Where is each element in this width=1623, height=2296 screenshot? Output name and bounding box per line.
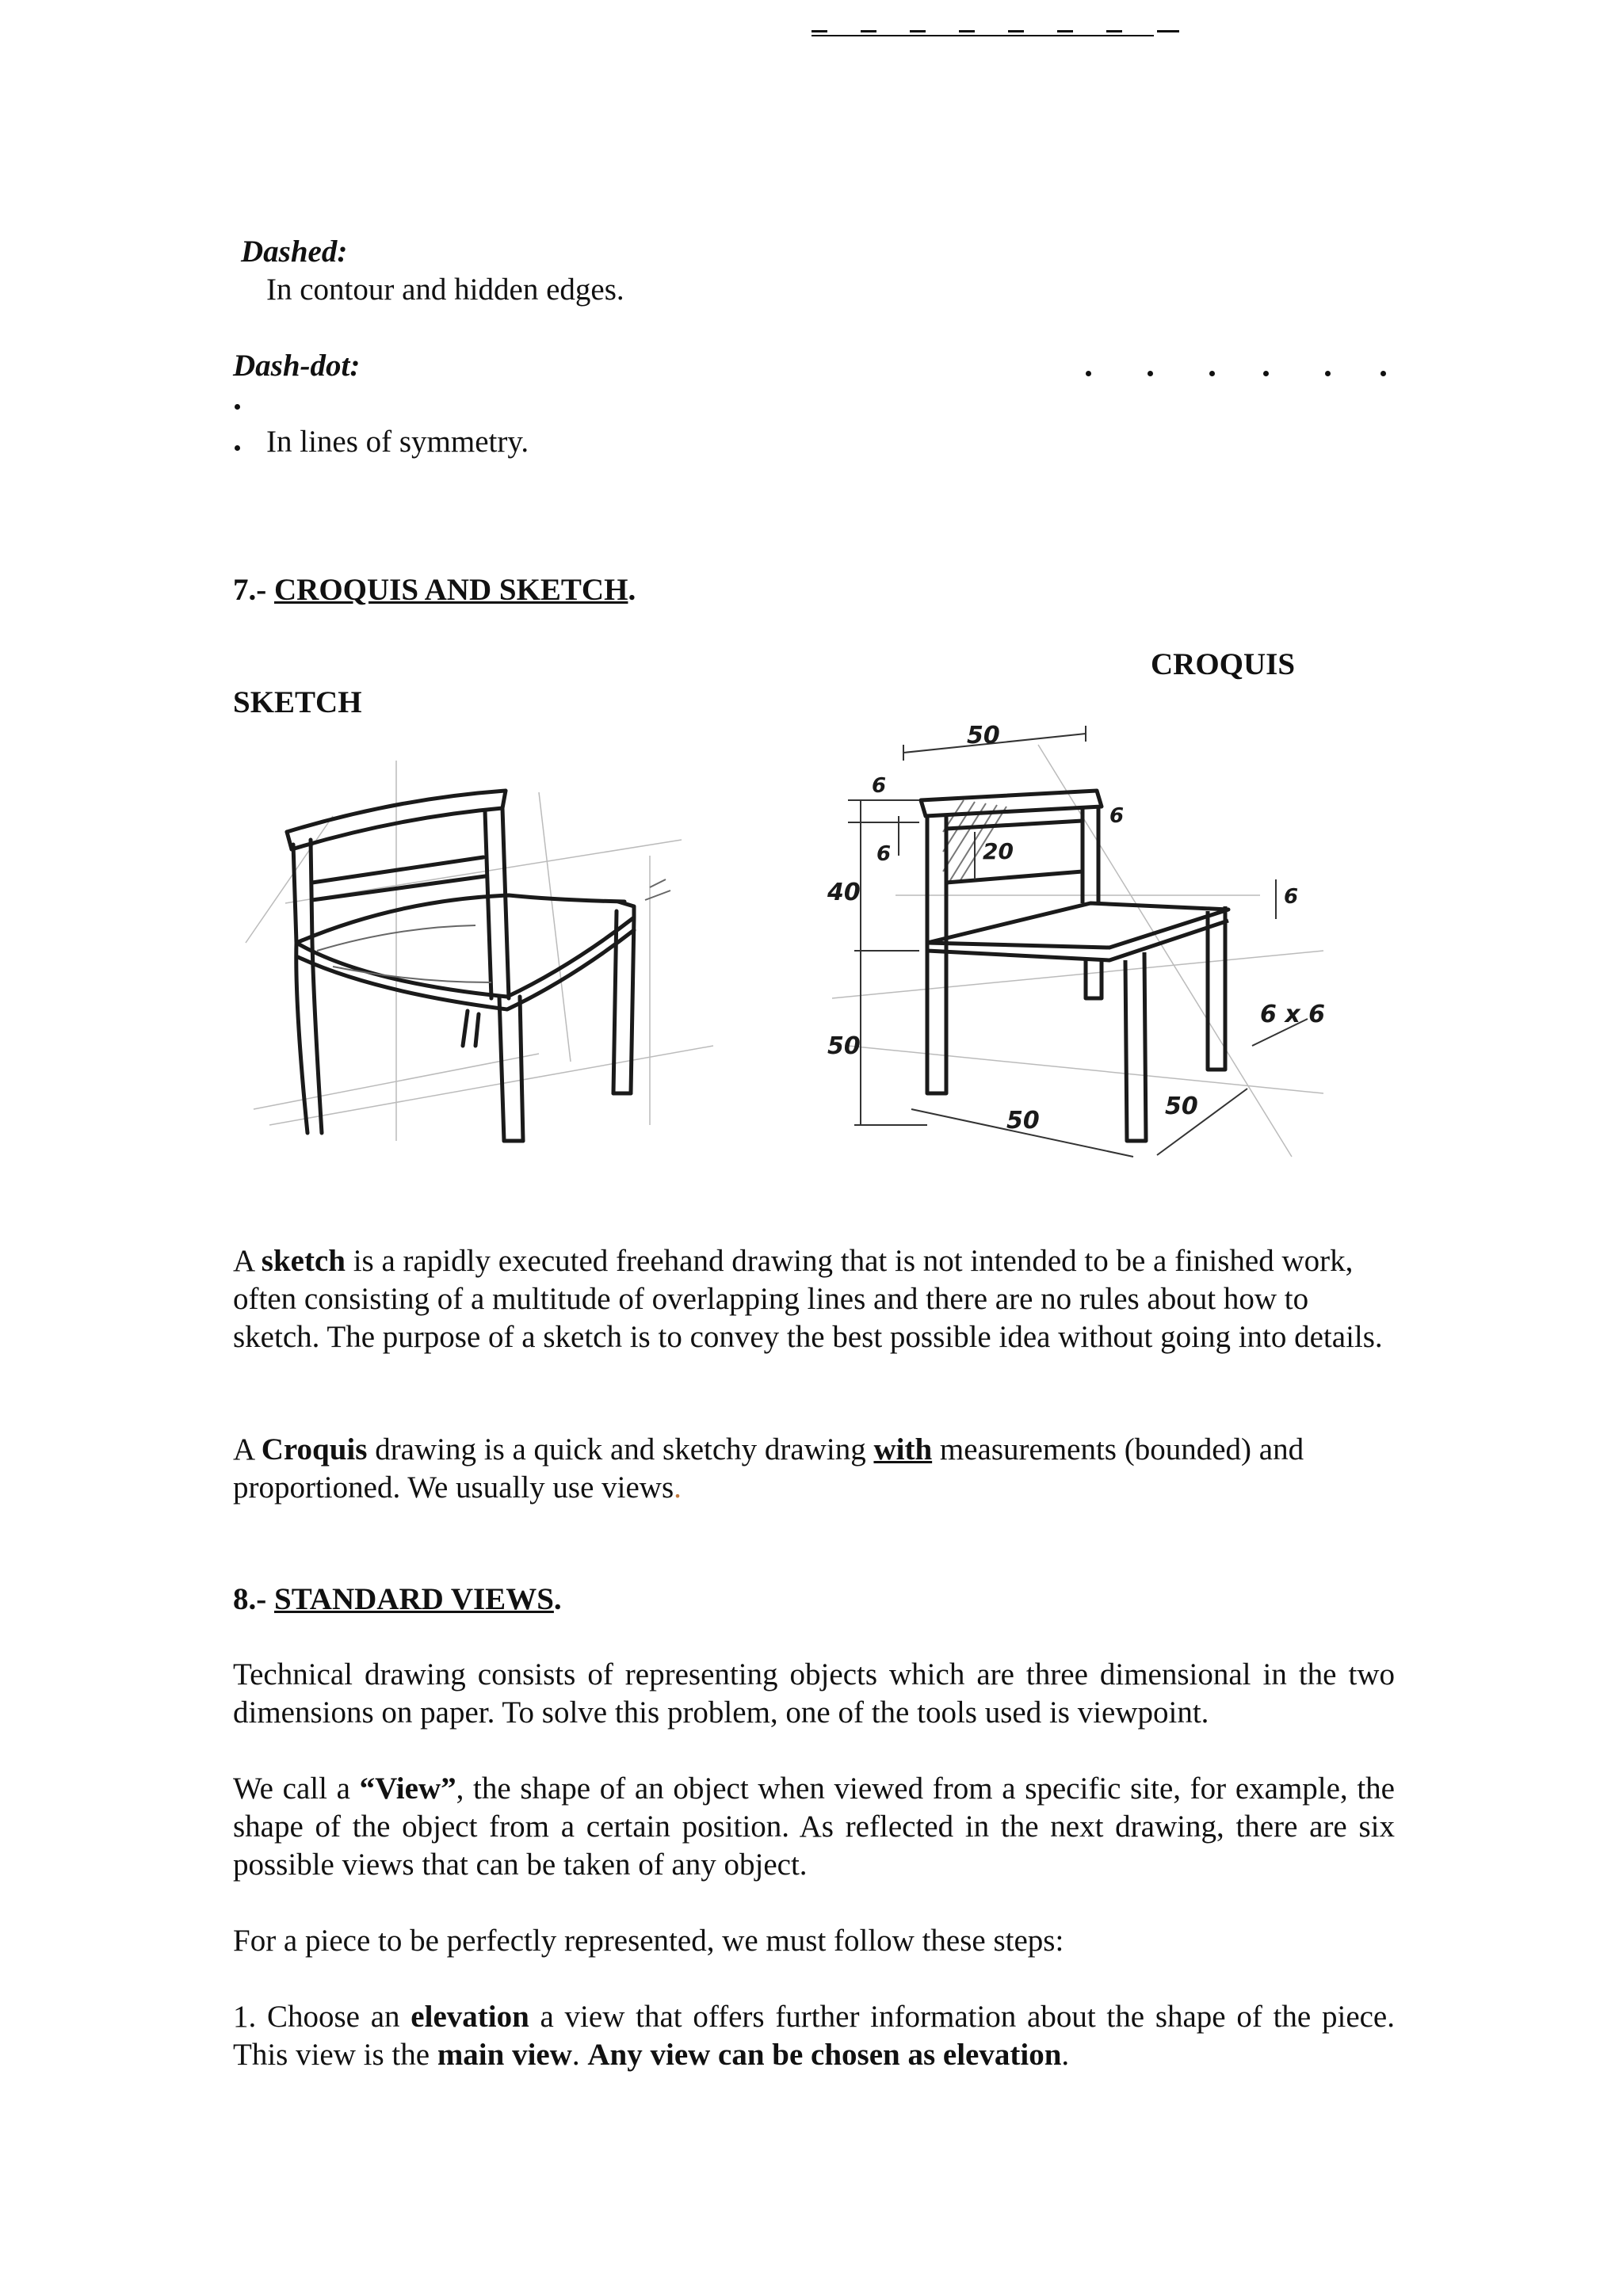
dim-top-rail-a: 6 bbox=[872, 774, 887, 798]
section-7-heading bbox=[233, 572, 636, 608]
dashdot-title: Dash-dot: bbox=[233, 349, 361, 383]
sketch-paragraph bbox=[233, 1242, 1395, 1356]
section-8-number: 8.- bbox=[233, 1582, 274, 1616]
croquis-paragraph bbox=[233, 1431, 1395, 1507]
step1-any-view: Any view can be chosen as elevation bbox=[587, 2038, 1062, 2072]
croquis-para-mid: drawing is a quick and sketchy drawing bbox=[367, 1432, 874, 1466]
step1-main-view: main view bbox=[437, 2038, 572, 2072]
dashed-title: Dashed: bbox=[241, 235, 348, 269]
croquis-para-pre: A bbox=[233, 1432, 262, 1466]
croquis-chair-drawing bbox=[816, 713, 1355, 1173]
dim-top-rail-b: 6 bbox=[1109, 804, 1125, 828]
step1-mid2: . bbox=[571, 2038, 588, 2072]
croquis-with-emphasis: with bbox=[873, 1432, 933, 1466]
dim-rail-gap: 6 bbox=[876, 842, 892, 866]
step1-end: . bbox=[1061, 2038, 1070, 2072]
croquis-label: CROQUIS bbox=[1151, 647, 1296, 681]
sketch-term: sketch bbox=[261, 1244, 346, 1278]
dim-back-height: 20 bbox=[983, 838, 1014, 864]
sketch-para-text: is a rapidly executed freehand drawing that is not intended to be a finished work, often consisting of a multitude of overlapping lines and there are no rules about how to sketch. The purpose of a sketch is to convey the best possible idea without going into details. bbox=[233, 1244, 1383, 1354]
section-8-title-end: . bbox=[553, 1582, 562, 1616]
sketch-para-pre: A bbox=[233, 1244, 262, 1278]
croquis-para-end: . bbox=[674, 1470, 682, 1505]
dim-seat-thickness: 6 bbox=[1284, 885, 1299, 909]
section-7-title-end: . bbox=[628, 573, 636, 607]
standard-views-paragraph-2 bbox=[233, 1770, 1395, 1884]
dashed-description: In contour and hidden edges. bbox=[266, 273, 624, 307]
dim-leg-height: 50 bbox=[827, 1032, 861, 1060]
croquis-term: Croquis bbox=[261, 1432, 368, 1466]
step1-mid1: a view that offers further information about the shape of the piece. This view is the bbox=[233, 2000, 1395, 2072]
section-7-title: CROQUIS AND SKETCH bbox=[274, 573, 628, 607]
view-term: “View” bbox=[359, 1772, 456, 1806]
standard-views-step-1 bbox=[233, 1998, 1395, 2074]
section-7-number: 7.- bbox=[233, 573, 274, 607]
view-para-post: , the shape of an object when viewed from a specific site, for example, the shape of the object from a certain position. As reflected in the next drawing, there are six possible views that can be taken of any object. bbox=[233, 1772, 1395, 1882]
sketch-label: SKETCH bbox=[233, 685, 362, 719]
step1-elevation: elevation bbox=[411, 2000, 529, 2034]
step1-pre: 1. Choose an bbox=[233, 2000, 411, 2034]
dim-back-width: 50 bbox=[967, 722, 1000, 749]
sketch-chair-drawing bbox=[238, 745, 729, 1157]
section-8-title: STANDARD VIEWS bbox=[274, 1582, 554, 1616]
croquis-para-post: measurements (bounded) and proportioned. We usually use views bbox=[233, 1432, 1304, 1505]
dim-upper-height: 40 bbox=[827, 879, 861, 906]
section-8-heading bbox=[233, 1581, 562, 1617]
dim-leg-section: 6 x 6 bbox=[1260, 1001, 1325, 1028]
dashdot-description: In lines of symmetry. bbox=[266, 425, 529, 459]
standard-views-paragraph-3: For a piece to be perfectly represented, we must follow these steps: bbox=[233, 1924, 1064, 1958]
standard-views-paragraph-1: Technical drawing consists of representing objects which are three dimensional in the two dimensions on paper. To solve this problem, one of the tools used is viewpoint. bbox=[233, 1657, 1395, 1730]
dim-seat-depth: 50 bbox=[1165, 1093, 1198, 1120]
dim-seat-width: 50 bbox=[1006, 1107, 1040, 1135]
view-para-pre: We call a bbox=[233, 1772, 360, 1806]
